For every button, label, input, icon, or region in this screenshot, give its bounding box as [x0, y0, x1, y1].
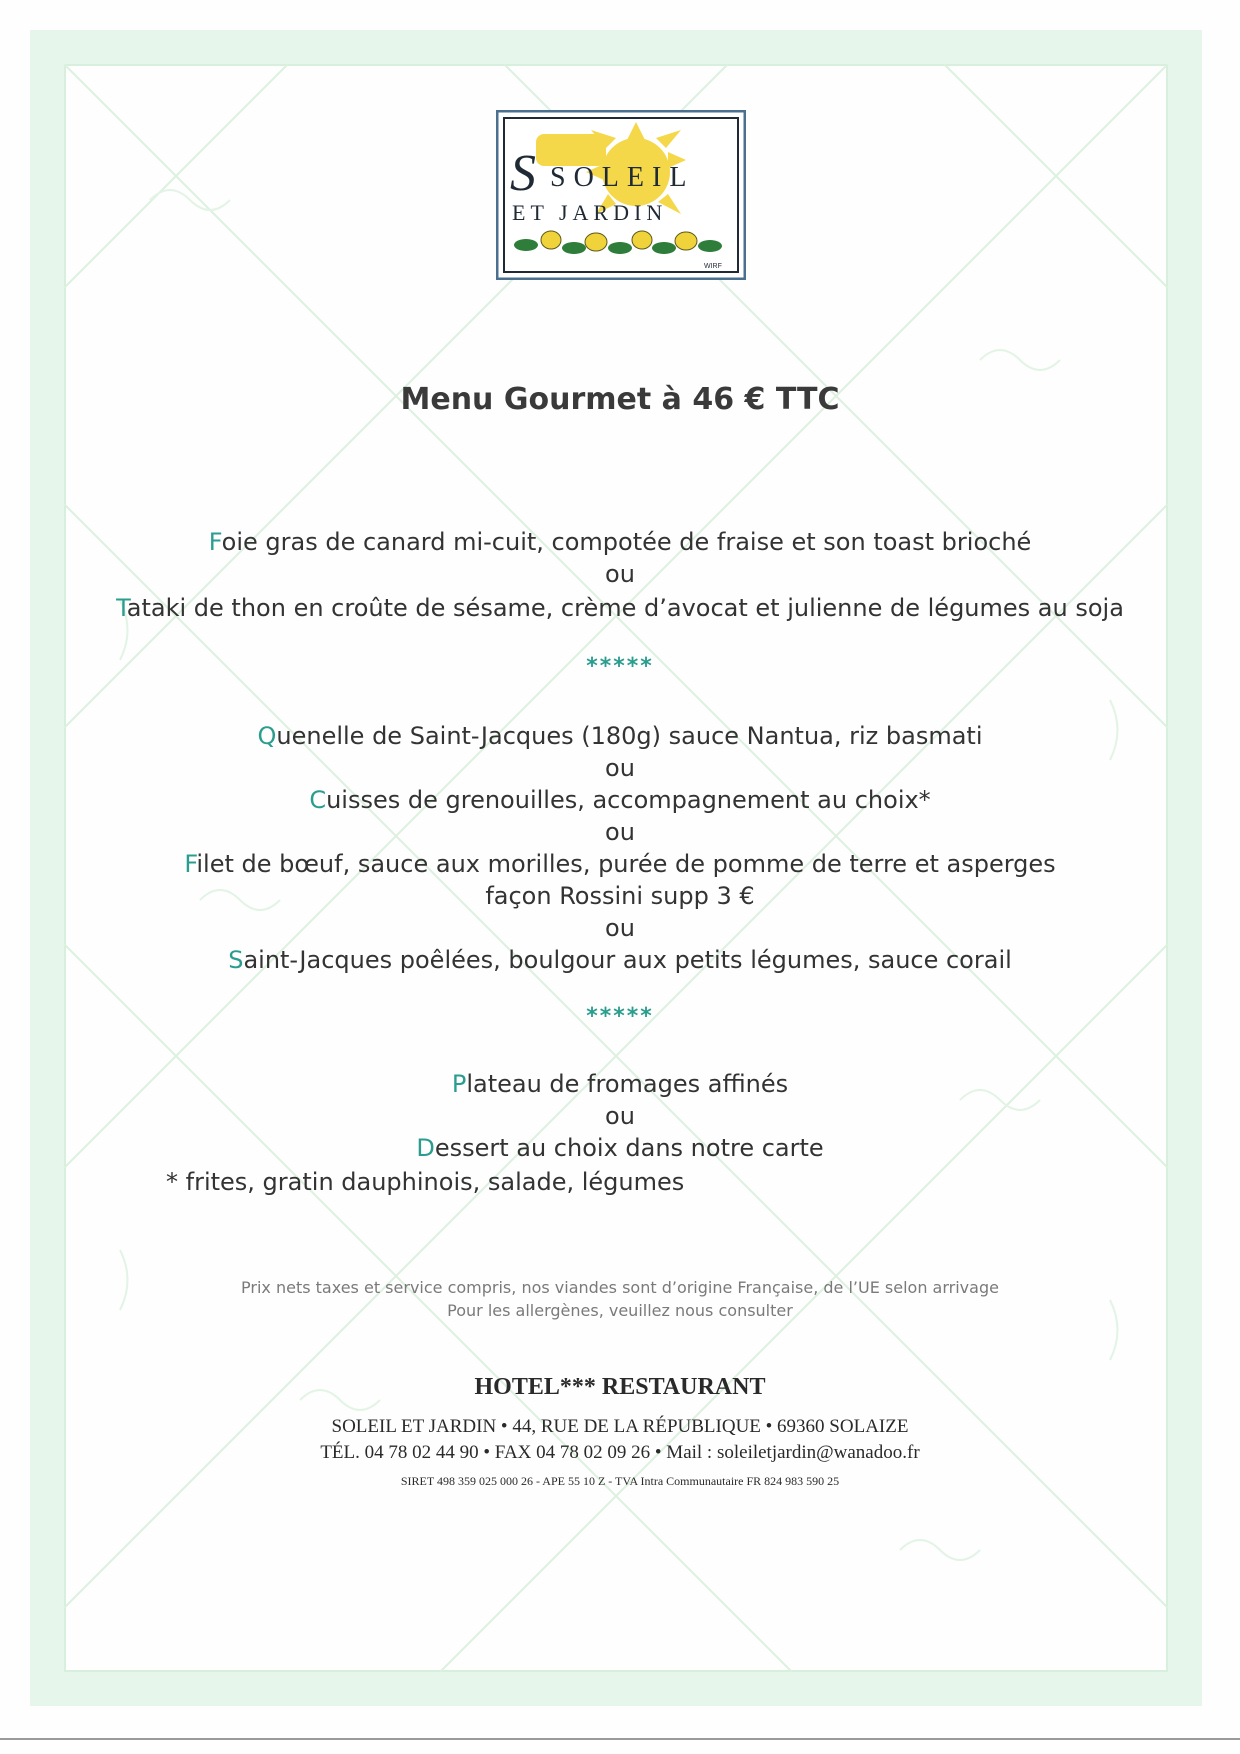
- svg-text:ET JARDIN: ET JARDIN: [512, 200, 668, 225]
- address-line: SOLEIL ET JARDIN • 44, RUE DE LA RÉPUBLIQUE • 69360 SOLAIZE: [331, 1416, 909, 1437]
- restaurant-logo: [496, 110, 746, 280]
- separator-or: ou: [605, 914, 635, 942]
- main-2: Cuisses de grenouilles, accompagnement au choix*: [309, 786, 931, 814]
- hotel-heading: HOTEL*** RESTAURANT: [474, 1374, 766, 1400]
- menu-content: [80, 80, 1160, 1670]
- dessert-1: Plateau de fromages affinés: [451, 1070, 789, 1098]
- legal-line: SIRET 498 359 025 000 26 - APE 55 10 Z - TVA Intra Communautaire FR 824 983 590 25: [400, 1474, 840, 1488]
- contact-line: TÉL. 04 78 02 44 90 • FAX 04 78 02 09 26 • Mail : soleiletjardin@wanadoo.fr: [320, 1442, 920, 1463]
- dessert-2: Dessert au choix dans notre carte: [416, 1134, 824, 1162]
- separator-or: ou: [605, 754, 635, 782]
- main-3-extra: façon Rossini supp 3 €: [485, 882, 755, 910]
- main-3: Filet de bœuf, sauce aux morilles, purée de pomme de terre et asperges: [184, 850, 1056, 878]
- separator-or: ou: [605, 818, 635, 846]
- svg-text:WIRF: WIRF: [704, 263, 722, 270]
- main-4: Saint-Jacques poêlées, boulgour aux petits légumes, sauce corail: [228, 946, 1012, 974]
- starter-2: Tataki de thon en croûte de sésame, crème d’avocat et julienne de légumes au soja: [116, 594, 1124, 622]
- section-stars: *****: [586, 654, 654, 679]
- svg-text:SOLEIL: SOLEIL: [550, 162, 695, 193]
- side-dish-footnote: * frites, gratin dauphinois, salade, légumes: [166, 1168, 685, 1196]
- svg-text:S: S: [510, 145, 536, 202]
- section-stars: *****: [586, 1004, 654, 1029]
- starter-1: Foie gras de canard mi-cuit, compotée de fraise et son toast brioché: [208, 528, 1032, 556]
- separator-or: ou: [605, 560, 635, 588]
- main-1: Quenelle de Saint-Jacques (180g) sauce Nantua, riz basmati: [257, 722, 983, 750]
- scan-edge-line: [0, 1738, 1240, 1740]
- menu-title: Menu Gourmet à 46 € TTC: [400, 382, 840, 417]
- allergen-note: Pour les allergènes, veuillez nous consulter: [447, 1301, 793, 1320]
- price-note: Prix nets taxes et service compris, nos viandes sont d’origine Française, de l’UE selon arrivage: [241, 1278, 999, 1297]
- separator-or: ou: [605, 1102, 635, 1130]
